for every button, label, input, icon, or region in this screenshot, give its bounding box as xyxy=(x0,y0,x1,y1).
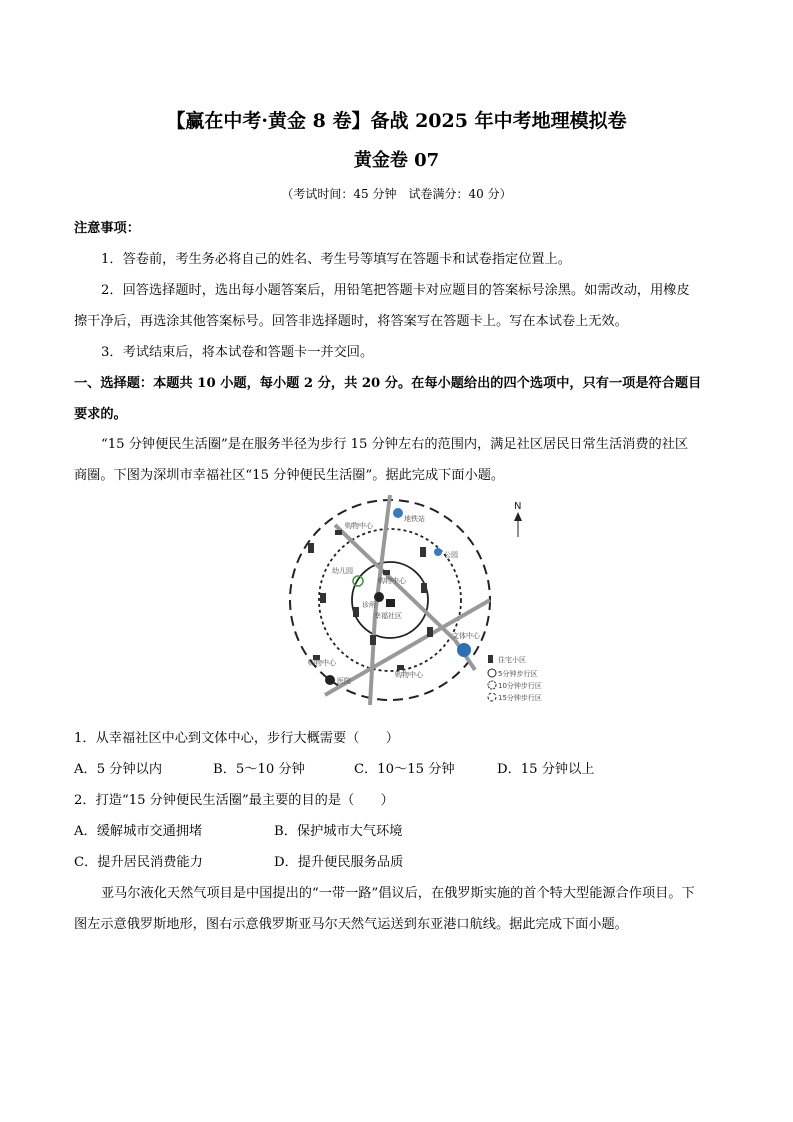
paper-title: 【赢在中考·黄金 8 卷】备战 2025 年中考地理模拟卷 xyxy=(166,110,627,132)
notice-item-3: 3．考试结束后，将本试卷和答题卡一并交回。 xyxy=(101,345,374,360)
north-label: N xyxy=(514,501,522,512)
label-shopping-3: 购物中心 xyxy=(308,659,336,667)
community-map xyxy=(280,495,560,710)
passage2-line-1: 亚马尔液化天然气项目是中国提出的“一带一路”倡议后，在俄罗斯实施的首个特大型能源合作项目。下 xyxy=(101,886,695,901)
q1-option-c[interactable]: C．10～15 分钟 xyxy=(354,762,455,777)
notice-heading: 注意事项： xyxy=(74,221,140,236)
home-icon xyxy=(386,599,395,607)
notice-item-2-line-2: 擦干净后，再选涂其他答案标号。回答非选择题时，将答案写在答题卡上。写在本试卷上无效。 xyxy=(74,314,628,329)
notice-item-2-line-1: 2．回答选择题时，选出每小题答案后，用铅笔把答题卡对应题目的答案标号涂黑。如需改动，用橡皮 xyxy=(101,283,690,298)
label-clinic: 诊所 xyxy=(362,601,376,609)
q1-option-a[interactable]: A．5 分钟以内 xyxy=(74,762,163,777)
passage1-line-2: 商圈。下图为深圳市幸福社区“15 分钟便民生活圈”。据此完成下面小题。 xyxy=(74,468,505,483)
section1-heading-line-1: 一、选择题：本题共 10 小题，每小题 2 分，共 20 分。在每小题给出的四个选项中，只有一项是符合题目 xyxy=(74,376,702,391)
park-icon xyxy=(434,548,442,556)
cart-icon xyxy=(335,530,342,535)
q2-option-c[interactable]: C．提升居民消费能力 xyxy=(74,855,203,870)
q2-stem: 2．打造“15 分钟便民生活圈”最主要的目的是（ ） xyxy=(74,793,394,808)
legend-ring15: 15分钟步行区 xyxy=(498,694,542,702)
passage2-line-2: 图左示意俄罗斯地形，图右示意俄罗斯亚马尔天然气运送到东亚港口航线。据此完成下面小题。 xyxy=(74,917,628,932)
label-kindergarten: 幼儿园 xyxy=(332,567,353,575)
legend-ring15-icon xyxy=(488,693,496,701)
cart-icon xyxy=(397,665,404,670)
label-culture-center: 文体中心 xyxy=(452,632,480,640)
exam-info: （考试时间：45 分钟 试卷满分：40 分） xyxy=(281,187,512,201)
section1-heading-line-2: 要求的。 xyxy=(74,407,127,422)
north-arrow xyxy=(514,501,522,537)
q1-option-d[interactable]: D．15 分钟以上 xyxy=(497,762,595,777)
q2-option-a[interactable]: A．缓解城市交通拥堵 xyxy=(74,824,203,839)
map-legend xyxy=(488,655,542,702)
label-hospital: 医院 xyxy=(337,677,351,685)
paper-subtitle: 黄金卷 07 xyxy=(353,150,440,171)
label-shopping-4: 购物中心 xyxy=(395,671,423,679)
cart-icon xyxy=(383,570,390,575)
label-park: 公园 xyxy=(444,551,458,559)
q1-stem: 1．从幸福社区中心到文体中心，步行大概需要（ ） xyxy=(74,731,399,746)
legend-ring5: 5分钟步行区 xyxy=(498,670,538,678)
q2-option-d[interactable]: D．提升便民服务品质 xyxy=(274,855,404,870)
q1-option-b[interactable]: B．5～10 分钟 xyxy=(213,762,305,777)
metro-icon xyxy=(393,508,403,518)
legend-ring5-icon xyxy=(488,669,496,677)
hospital-icon xyxy=(325,675,335,685)
notice-item-1: 1．答卷前，考生务必将自己的姓名、考生号等填写在答题卡和试卷指定位置上。 xyxy=(101,252,571,267)
passage1-line-1: “15 分钟便民生活圈”是在服务半径为步行 15 分钟左右的范围内，满足社区居民日常生活消费的社区 xyxy=(101,437,689,452)
label-shopping-2: 购物中心 xyxy=(378,577,406,585)
legend-residential: 住宅小区 xyxy=(498,656,526,664)
label-community-center: 幸福社区 xyxy=(374,612,402,620)
legend-ring10-icon xyxy=(488,681,496,689)
label-shopping-1: 购物中心 xyxy=(345,522,373,530)
label-metro: 地铁站 xyxy=(404,515,425,523)
legend-ring10: 10分钟步行区 xyxy=(498,682,542,690)
legend-residential-icon xyxy=(488,655,493,663)
q2-option-b[interactable]: B．保护城市大气环境 xyxy=(274,824,403,839)
road-south xyxy=(370,615,375,705)
culture-center-icon xyxy=(457,643,471,657)
